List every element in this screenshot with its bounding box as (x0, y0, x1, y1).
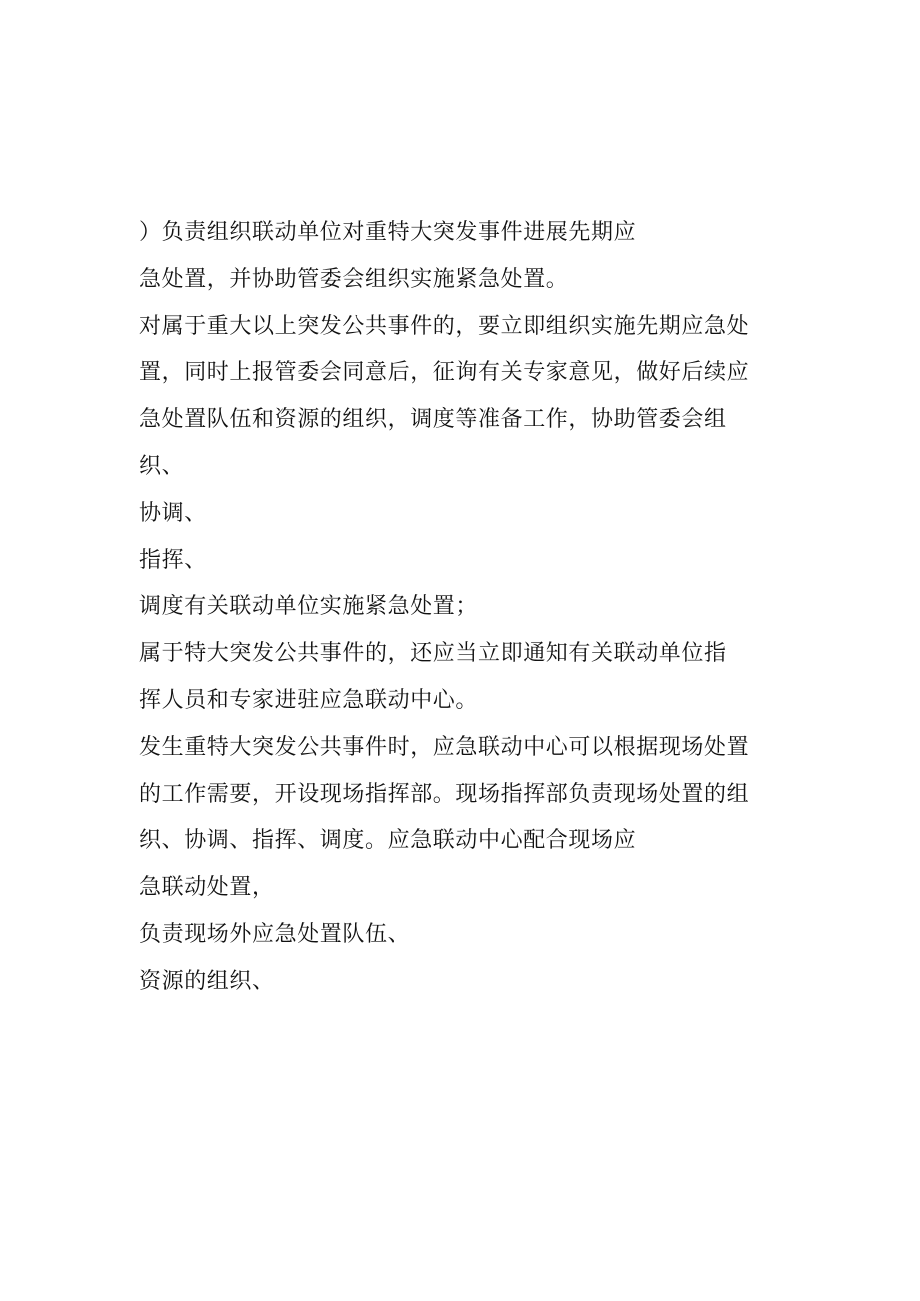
text-line: 织、 (139, 453, 185, 479)
text-line: 调度有关联动单位实施紧急处置； (139, 594, 479, 620)
text-line: 发生重特大突发公共事件时，应急联动中心可以根据现场处置 (139, 734, 750, 760)
text-line: 负责现场外应急处置队伍、 (139, 921, 411, 947)
text-line: 资源的组织、 (139, 968, 275, 994)
text-line: 协调、 (139, 500, 207, 526)
text-line: 挥人员和专家进驻应急联动中心。 (139, 687, 479, 713)
text-line: 置，同时上报管委会同意后，征询有关专家意见，做好后续应 (139, 360, 750, 386)
text-line: 的工作需要，开设现场指挥部。现场指挥部负责现场处置的组 (139, 781, 750, 807)
text-line: 急处置队伍和资源的组织，调度等准备工作，协助管委会组 (139, 407, 727, 433)
text-line: ）负责组织联动单位对重特大突发事件进展先期应 (139, 220, 637, 245)
text-line: 指挥、 (139, 547, 207, 573)
text-line: 急联动处置， (139, 875, 275, 901)
text-line: 属于特大突发公共事件的，还应当立即通知有关联动单位指 (139, 641, 727, 667)
text-line: 对属于重大以上突发公共事件的，要立即组织实施先期应急处 (139, 313, 750, 339)
text-line: 急处置，并协助管委会组织实施紧急处置。 (139, 266, 569, 292)
document-body (139, 210, 779, 1006)
text-line: 织、协调、指挥、调度。应急联动中心配合现场应 (139, 828, 637, 854)
